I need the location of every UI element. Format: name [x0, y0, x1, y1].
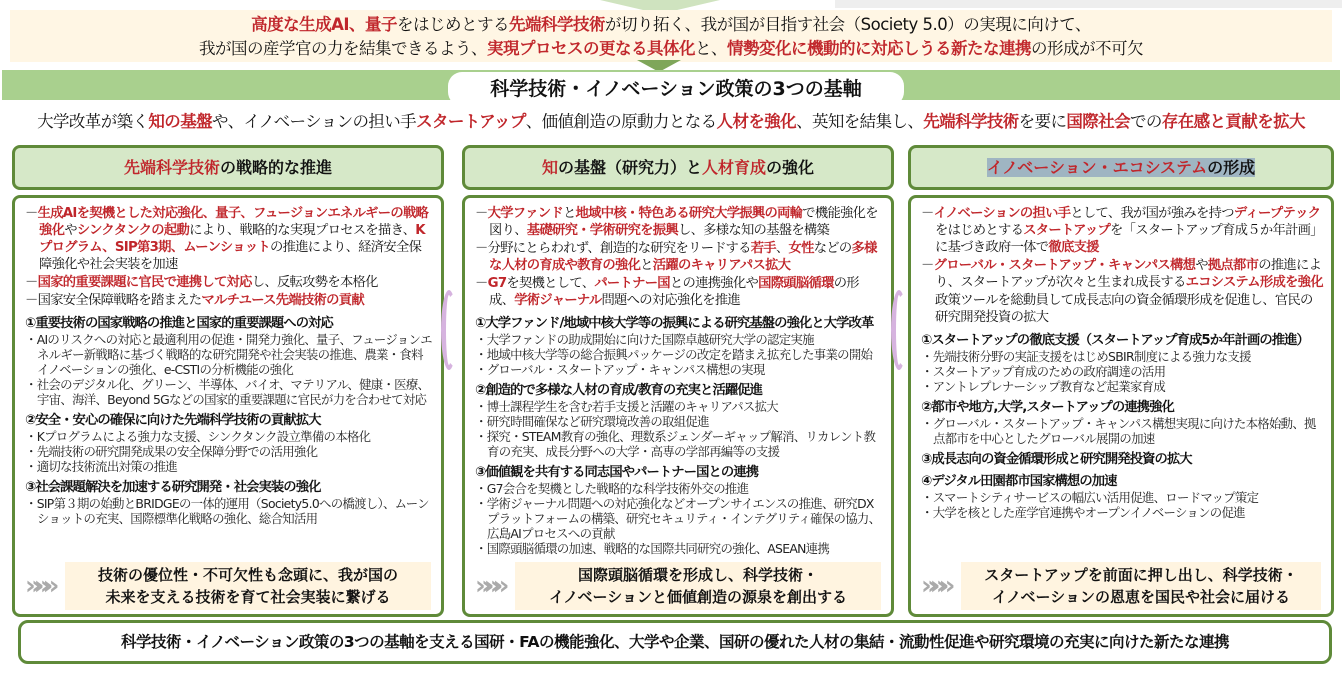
text-segment: 、価値創造の原動力となる	[525, 112, 717, 131]
column-callout	[65, 562, 431, 610]
bullet-item: ・先端技術の研究開発成果の安全保障分野での活用強化	[25, 444, 318, 459]
emphasis-text: 国際頭脳循環	[758, 276, 834, 291]
section-title: ③成長志向の資金循環形成と研究開発投資の拡大	[921, 452, 1192, 467]
text-segment: の基盤（研究力）と	[557, 158, 702, 177]
emphasis-text: イノベーション・エコシステム	[986, 158, 1208, 177]
dash-marker: －	[921, 206, 934, 221]
text-segment: の形成が不可欠	[1031, 39, 1143, 58]
text-segment: と	[640, 258, 653, 273]
text-segment: し、多様な知の基盤を構築	[677, 223, 830, 238]
cycle-arrow-icon	[891, 290, 907, 370]
text-segment: や	[64, 223, 77, 238]
text-segment: の推進により、経済安全保障強化や社会実装を加速	[39, 240, 422, 272]
dash-marker: －	[921, 258, 934, 273]
emphasis-text: 女性	[788, 241, 814, 256]
text-segment: と	[562, 206, 576, 221]
text-segment: 、英知を結集し、	[796, 112, 924, 131]
callout-line: スタートアップを前面に押し出し、科学技術・	[984, 566, 1298, 584]
emphasis-text: 人材育成	[702, 158, 767, 177]
bullet-item: ・SIP第３期の始動とBRIDGEの一体的運用（Society5.0への橋渡し）、ムーンショットの充実、国際標準化戦略の強化、総合知活用	[25, 496, 429, 526]
emphasis-text: 情勢変化に機動的に対応しうる新たな連携	[727, 39, 1031, 58]
emphasis-text: G7	[487, 276, 507, 291]
emphasis-text: 高度な生成AI、量子	[251, 15, 397, 34]
emphasis-text: ディープテック	[1233, 206, 1321, 221]
callout-line: イノベーションと価値創造の源泉を創出する	[549, 588, 847, 606]
column-header	[12, 145, 444, 190]
text-segment: の強化	[766, 158, 815, 177]
bullet-item: ・社会のデジタル化、グリーン、半導体、バイオ、マテリアル、健康・医療、宇宙、海洋、Beyond 5Gなどの国家的重要課題に官民が力を合わせて対応	[25, 377, 430, 407]
page-title: 科学技術・イノベーション政策の3つの基軸	[448, 72, 904, 106]
emphasis-text: パートナー国	[594, 276, 670, 291]
text-segment: 問題への対応強化を推進	[601, 293, 741, 308]
bullet-item: ・グローバル・スタートアップ・キャンパス構想の実現	[475, 362, 765, 377]
callout-row	[921, 556, 1323, 610]
emphasis-text: 生成AIを契機とした対応強化、量子、フュージョンエネルギーの戦略強化	[37, 206, 429, 238]
emphasis-text: 人材を強化	[716, 112, 797, 131]
text-segment: を契機として、	[506, 276, 595, 291]
column-body	[908, 195, 1334, 617]
text-segment: として、我が国が強みを持つ	[1070, 206, 1234, 221]
column-body	[462, 195, 894, 617]
emphasis-text: 先端科学技術	[508, 15, 605, 34]
chevron-icon: »»»	[475, 571, 502, 601]
dash-item	[921, 205, 1323, 256]
emphasis-text: スタートアップ	[1023, 223, 1111, 238]
emphasis-text: 若手	[750, 241, 776, 256]
emphasis-text: 基礎研究・学術研究を振興	[526, 223, 678, 238]
text-segment: により、戦略的な実現プロセスを描き、	[189, 223, 416, 238]
intro-line-1	[10, 13, 1332, 37]
text-segment: をはじめとする	[396, 15, 509, 34]
text-segment: 分野にとらわれず、創造的な研究をリードする	[487, 241, 751, 256]
text-segment: 我が国の産学官の力を結集できるよう、	[199, 39, 487, 58]
text-segment: や、イノベーションの担い手	[212, 112, 417, 131]
dash-item	[25, 205, 433, 273]
callout-row	[475, 556, 883, 610]
column-header	[462, 145, 894, 190]
text-segment: し、反転攻勢を本格化	[251, 275, 378, 290]
section-title: ④デジタル田園都市国家構想の加速	[921, 474, 1117, 489]
text-segment: を「スタートアップ育成５か年計画」に基づき政府一体で	[935, 223, 1323, 255]
section-title: ③社会課題解決を加速する研究開発・社会実装の強化	[25, 480, 321, 495]
emphasis-text: グローバル・スタートアップ・キャンパス構想	[933, 258, 1196, 273]
bullet-item: ・先端技術分野の実証支援をはじめSBIR制度による強力な支援	[921, 349, 1251, 364]
dash-item	[475, 205, 883, 239]
text-segment: との連携強化や	[669, 276, 759, 291]
text-segment: 、	[775, 241, 789, 256]
emphasis-text: 知	[541, 158, 558, 177]
emphasis-text: スタートアップ	[416, 112, 526, 131]
section-title: ①大学ファンド/地域中核大学等の振興による研究基盤の強化と大学改革	[475, 316, 874, 331]
callout-line: 未来を支える技術を育て社会実装に繋げる	[105, 588, 391, 606]
chevron-icon: »»»	[25, 571, 52, 601]
bullet-item: ・大学ファンドの助成開始に向けた国際卓越研究大学の認定実施	[475, 332, 814, 347]
emphasis-text: 知の基盤	[148, 112, 213, 131]
bullet-item: ・地域中核大学等の総合振興パッケージの改定を踏まえ拡充した事業の開始	[475, 347, 873, 362]
dash-marker: －	[25, 206, 38, 221]
section-title: ③価値観を共有する同志国やパートナー国との連携	[475, 465, 759, 480]
text-segment: や	[1195, 258, 1208, 273]
dash-item	[25, 292, 433, 309]
emphasis-text: 先端科学技術	[123, 158, 220, 177]
column-callout	[515, 562, 881, 610]
text-segment: 政策ツールを総動員して成長志向の資金循環形成を促進し、官民の研究開発投資の拡大	[935, 293, 1313, 325]
dash-marker: －	[25, 293, 38, 308]
bullet-item: ・研究時間確保など研究環境改善の取組促進	[475, 414, 709, 429]
text-segment: をはじめとする	[935, 223, 1024, 238]
text-segment: などの	[813, 241, 852, 256]
dash-marker: －	[25, 275, 38, 290]
emphasis-text: Kプログラム、SIP第3期、ムーンショット	[39, 223, 425, 255]
callout-line: 国際頭脳循環を形成し、科学技術・	[577, 566, 818, 584]
dash-marker: －	[475, 241, 488, 256]
emphasis-text: 活躍のキャリアパス拡大	[652, 258, 791, 273]
section-title: ①重要技術の国家戦略の推進と国家的重要課題への対応	[25, 316, 333, 331]
text-segment: の戦略的な推進	[220, 158, 333, 177]
emphasis-text: 国際社会	[1066, 112, 1130, 131]
text-segment: 国家安全保障戦略を踏まえた	[37, 293, 202, 308]
callout-line: 技術の優位性・不可欠性も念頭に、我が国の	[97, 566, 398, 584]
dash-item	[475, 240, 883, 274]
column-callout	[961, 562, 1321, 610]
dash-item	[475, 275, 883, 309]
bullet-item: ・AIのリスクへの対応と最適利用の促進・開発力強化、量子、フュージョンエネルギー新戦略に基づく戦略的な研究開発や社会実装の推進、農業・食料イノベーションの強化、e-CSTIの分析機能の強化	[25, 332, 432, 377]
dash-item	[25, 274, 433, 291]
text-segment: の形成、	[489, 276, 859, 308]
dash-marker: －	[475, 206, 488, 221]
emphasis-text: 大学ファンド	[487, 206, 563, 221]
top-right-box	[835, 0, 1342, 8]
bullet-item: ・スタートアップ育成のための政府調達の活用	[921, 364, 1166, 379]
text-segment: 大学改革が築く	[37, 112, 149, 131]
emphasis-text: 学術ジャーナル	[514, 293, 602, 308]
emphasis-text: 存在感と貢献を拡大	[1161, 112, 1305, 131]
bullet-item: ・Kプログラムによる強力な支援、シンクタンク設立準備の本格化	[25, 429, 371, 444]
section-title: ②創造的で多様な人材の育成/教育の充実と活躍促進	[475, 383, 763, 398]
bullet-item: ・G7会合を契機とした戦略的な科学技術外交の推進	[475, 481, 749, 496]
bullet-item: ・アントレプレナーシップ教育など起業家育成	[921, 379, 1166, 394]
bullet-item: ・探究・STEAM教育の強化、理数系ジェンダーギャップ解消、リカレント教育の充実、成長分野への大学・高専の学部再編等の支援	[475, 429, 876, 459]
text-segment: で機能強化を図り、	[489, 206, 878, 238]
column-header	[908, 145, 1334, 190]
bullet-item: ・学術ジャーナル問題への対応強化などオープンサイエンスの推進、研究DXプラットフォームの構築、研究セキュリティ・インテグリティ確保の協力、広島AIプロセスへの貢献	[475, 496, 881, 541]
chevron-icon: »»»	[921, 571, 948, 601]
emphasis-text: 徹底支援	[1048, 240, 1099, 255]
bullet-item: ・スマートシティサービスの幅広い活用促進、ロードマップ策定	[921, 490, 1259, 505]
intro-line-2	[10, 37, 1332, 61]
emphasis-text: 多様な人材の育成や教育の強化	[489, 241, 877, 273]
text-segment: の形成	[1207, 158, 1256, 177]
column-body	[12, 195, 444, 617]
emphasis-text: イノベーションの担い手	[933, 206, 1071, 221]
bullet-item: ・国際頭脳循環の加速、戦略的な国際共同研究の強化、ASEAN連携	[475, 541, 830, 556]
emphasis-text: 拠点都市	[1207, 258, 1259, 273]
section-title: ②安全・安心の確保に向けた先端科学技術の貢献拡大	[25, 413, 321, 428]
emphasis-text: 地域中核・特色ある研究大学振興の両輪	[575, 206, 803, 221]
emphasis-text: 実現プロセスの更なる具体化	[487, 39, 695, 58]
text-segment: での	[1129, 112, 1162, 131]
dash-marker: －	[475, 276, 488, 291]
section-title: ①スタートアップの徹底支援（スタートアップ育成5か年計画の推進）	[921, 333, 1309, 348]
bullet-item: ・大学を核とした産学官連携やオープンイノベーションの促進	[921, 505, 1245, 520]
bullet-item: ・グローバル・スタートアップ・キャンパス構想実現に向けた本格始動、拠点都市を中心としたグローバル展開の加速	[921, 416, 1316, 446]
emphasis-text: 国家的重要課題に官民で連携して対応	[37, 275, 252, 290]
emphasis-text: 先端科学技術	[923, 112, 1019, 131]
bullet-item: ・博士課程学生を含む若手支援と活躍のキャリアパス拡大	[475, 399, 778, 414]
cycle-arrow-icon	[441, 290, 457, 370]
intro-banner	[10, 10, 1332, 62]
text-segment: の推進により、スタートアップが次々と生まれ成長する	[935, 258, 1322, 290]
callout-row	[25, 556, 433, 610]
text-segment: と、	[695, 39, 727, 58]
emphasis-text: エコシステム形成を強化	[1185, 275, 1323, 290]
dash-item	[921, 292, 1323, 326]
callout-line: イノベーションの恩恵を国民や社会に届ける	[992, 588, 1290, 606]
dash-item	[921, 257, 1323, 291]
bottom-banner: 科学技術・イノベーション政策の3つの基軸を支える国研・FAの機能強化、大学や企業、国研の優れた人材の集結・流動性促進や研究環境の充実に向けた新たな連携	[18, 620, 1332, 664]
text-segment: を要に	[1018, 112, 1067, 131]
emphasis-text: シンクタンクの起動	[76, 223, 190, 238]
bullet-item: ・適切な技術流出対策の推進	[25, 459, 177, 474]
subtitle	[0, 110, 1342, 134]
emphasis-text: マルチユース先端技術の貢献	[201, 293, 364, 308]
section-title: ②都市や地方,大学,スタートアップの連携強化	[921, 400, 1174, 415]
text-segment: が切り拓く、我が国が目指す社会（Society 5.0）の実現に向けて、	[604, 15, 1091, 34]
